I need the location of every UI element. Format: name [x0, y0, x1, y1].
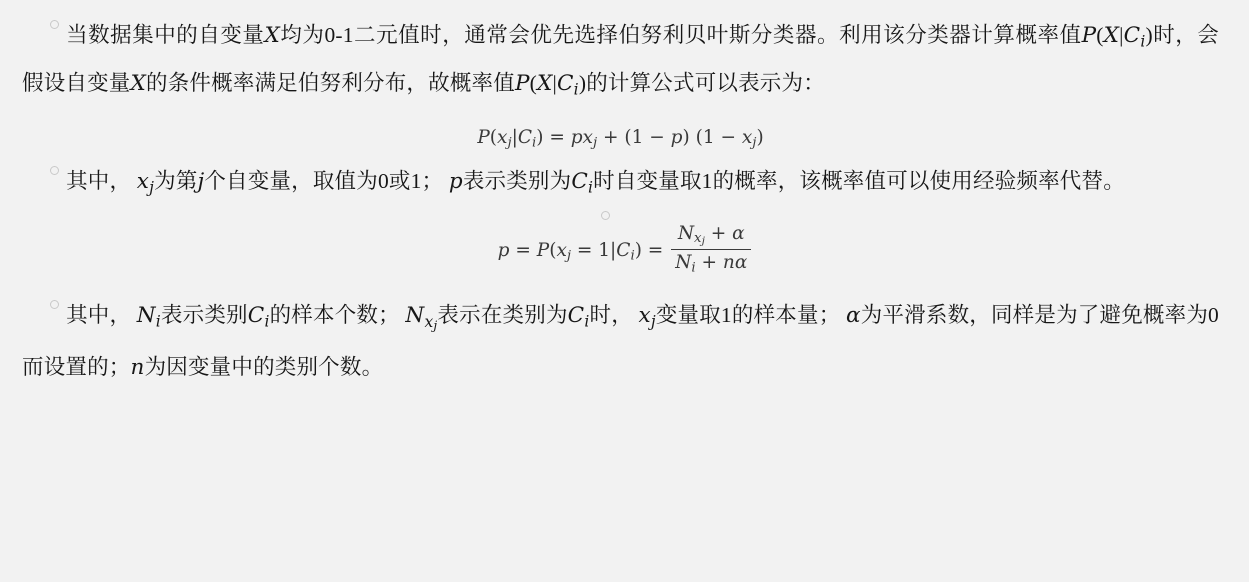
paragraph-anchor-icon	[50, 20, 59, 29]
formula-probability-estimate: $p = P(x_j = 1|C_i)$ = $\frac{N_{xj} + \alpha}{N_i + n\alpha}$	[22, 223, 1219, 279]
fraction: $\frac{N_{xj} + \alpha}{N_i + n\alpha}$	[671, 222, 751, 278]
paragraph-variable-explanation: 其中， $x_j$为第j个自变量，取值为0或1； p表示类别为$C_i$时自变量取1的概率，该概率值可以使用经验频率代替。	[22, 160, 1219, 208]
paragraph-anchor-icon	[50, 300, 59, 309]
formula-anchor-icon	[601, 211, 610, 220]
paragraph-bernoulli-intro: 当数据集中的自变量X均为0-1二元值时，通常会优先选择伯努利贝叶斯分类器。利用该分类器计算概率值$P(X|C_i)$时，会假设自变量X的条件概率满足伯努利分布，故概率值$P(X|C_i)$的计算公式可以表示为：	[22, 14, 1219, 111]
paragraph-symbol-definitions: 其中， $N_i$表示类别$C_i$的样本个数； $N_{xj}$表示在类别为$C_i$时， $x_j$变量取1的样本量； α为平滑系数，同样是为了避免概率为0而设置的；n为因变量中的类别个数。	[22, 294, 1219, 389]
formula-bernoulli: $P(x_j|C_i) = px_j + (1 - p) (1 - x_j)$	[477, 126, 764, 151]
paragraph-anchor-icon	[50, 166, 59, 175]
